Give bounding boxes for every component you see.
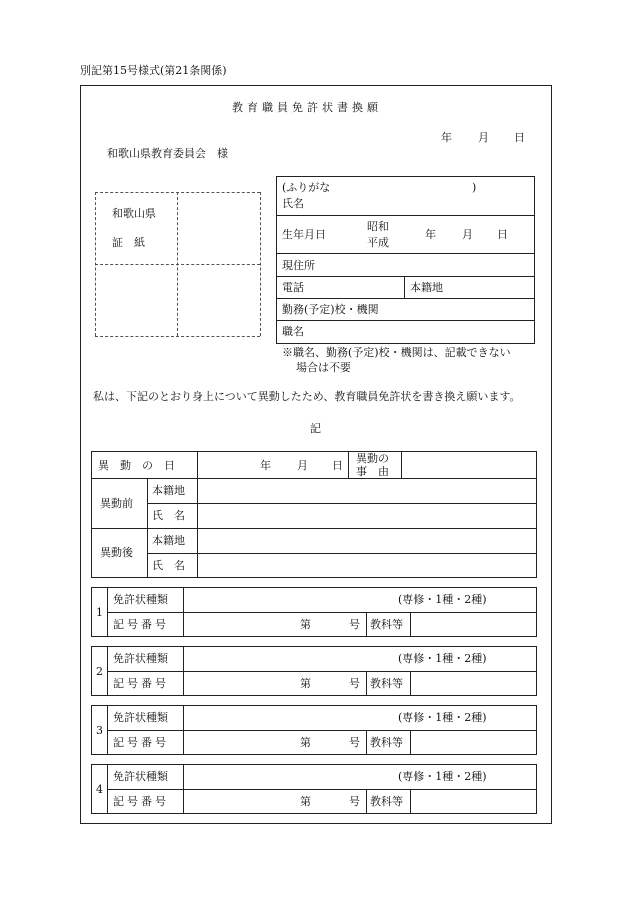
license-dai: 第 <box>300 736 311 749</box>
furigana-label: (ふりがな <box>282 181 331 194</box>
license-go: 号 <box>349 795 360 808</box>
date-month: 月 <box>478 131 489 144</box>
license-subject-label: 教科等 <box>370 795 403 808</box>
change-day: 日 <box>332 459 343 472</box>
domicile-label: 本籍地 <box>410 281 443 294</box>
stamp-label-stamp: 証 紙 <box>112 236 145 249</box>
addressee: 和歌山県教育委員会 様 <box>107 147 228 160</box>
license-subject-label: 教科等 <box>370 736 403 749</box>
license-number: 2 <box>96 665 103 678</box>
before-label: 異動前 <box>100 497 133 510</box>
workplace-label: 勤務(予定)校・機関 <box>282 303 379 316</box>
birth-month: 月 <box>462 228 473 241</box>
license-type-label: 免許状種類 <box>113 711 168 724</box>
change-year: 年 <box>260 459 271 472</box>
era-showa: 昭和 <box>367 220 389 233</box>
name-label: 氏名 <box>282 197 304 210</box>
license-go: 号 <box>349 618 360 631</box>
license-grade: (専修・1種・2種) <box>398 593 487 606</box>
license-type-label: 免許状種類 <box>113 652 168 665</box>
statement: 私は、下記のとおり身上について異動したため、教育職員免許状を書き換え願います。 <box>93 390 521 403</box>
address-label: 現住所 <box>282 259 315 272</box>
license-go: 号 <box>349 677 360 690</box>
form-title: 教育職員免許状書換願 <box>232 101 382 114</box>
change-reason-line1: 異動の <box>356 452 389 465</box>
license-dai: 第 <box>300 795 311 808</box>
license-subject-label: 教科等 <box>370 677 403 690</box>
license-subject-label: 教科等 <box>370 618 403 631</box>
after-domicile-label: 本籍地 <box>152 534 185 547</box>
change-date-label: 異 動 の 日 <box>98 459 175 472</box>
license-serial-label: 記号番号 <box>113 677 169 690</box>
before-name-label: 氏 名 <box>152 509 185 522</box>
note-line1: ※職名、勤務(予定)校・機関は、記載できない <box>282 346 511 359</box>
birth-day: 日 <box>497 228 508 241</box>
license-grade: (専修・1種・2種) <box>398 770 487 783</box>
license-dai: 第 <box>300 618 311 631</box>
stamp-label-prefecture: 和歌山県 <box>112 207 156 220</box>
license-number: 3 <box>96 724 103 737</box>
license-serial-label: 記号番号 <box>113 736 169 749</box>
license-serial-label: 記号番号 <box>113 618 169 631</box>
license-grade: (専修・1種・2種) <box>398 711 487 724</box>
note-line2: 場合は不要 <box>296 361 351 374</box>
license-number: 4 <box>96 783 103 796</box>
change-reason-line2: 事 由 <box>356 465 389 478</box>
license-grade: (専修・1種・2種) <box>398 652 487 665</box>
before-domicile-label: 本籍地 <box>152 484 185 497</box>
after-label: 異動後 <box>100 546 133 559</box>
birthdate-label: 生年月日 <box>282 228 326 241</box>
date-day: 日 <box>514 131 525 144</box>
position-label: 職名 <box>282 325 304 338</box>
license-number: 1 <box>96 606 103 619</box>
form-reference: 別記第15号様式(第21条関係) <box>80 64 227 77</box>
era-heisei: 平成 <box>367 236 389 249</box>
after-name-label: 氏 名 <box>152 559 185 572</box>
ki-label: 記 <box>310 422 321 435</box>
date-year: 年 <box>441 131 452 144</box>
license-type-label: 免許状種類 <box>113 770 168 783</box>
furigana-close: ) <box>472 181 477 194</box>
license-dai: 第 <box>300 677 311 690</box>
license-type-label: 免許状種類 <box>113 593 168 606</box>
change-month: 月 <box>297 459 308 472</box>
license-serial-label: 記号番号 <box>113 795 169 808</box>
license-go: 号 <box>349 736 360 749</box>
phone-label: 電話 <box>282 281 304 294</box>
birth-year: 年 <box>425 228 436 241</box>
